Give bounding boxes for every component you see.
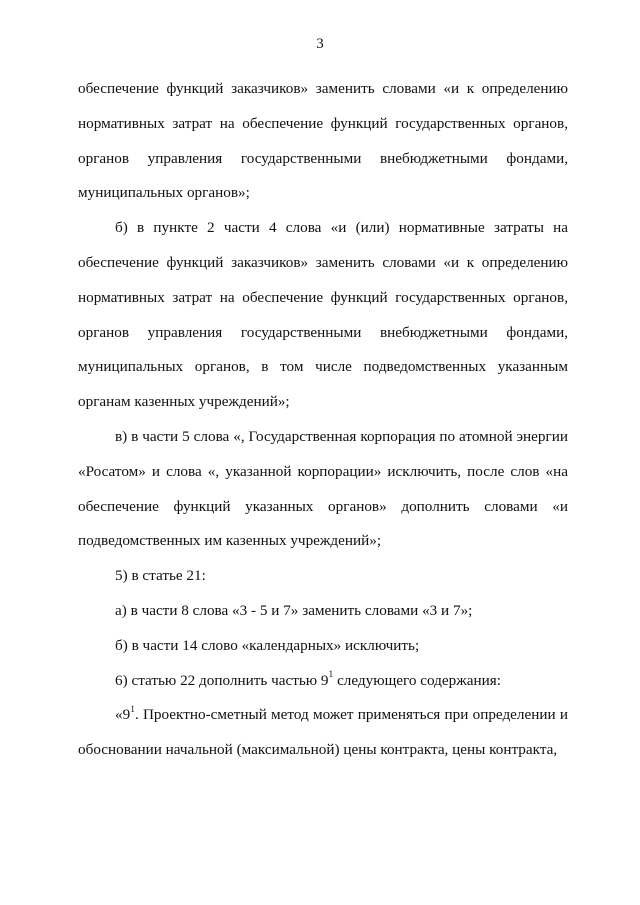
paragraph-5: а) в части 8 слова «3 - 5 и 7» заменить словами «3 и 7»; xyxy=(115,601,473,619)
paragraph-7 xyxy=(78,664,568,699)
document-body xyxy=(78,72,568,768)
page-number: 3 xyxy=(316,36,324,52)
superscript-index: 1 xyxy=(328,670,334,681)
paragraph-1: обеспечение функций заказчиков» заменить словами «и к определению нормативных затрат на обеспечение функций государственных органов, органов управления государственными внебюджетными фондами, муниципальных органов»; xyxy=(78,80,568,202)
paragraph-8-text-cont: . Проектно-сметный метод может применяться при определении и обосновании начальной (максимальной) цены контракта, цены контракта, xyxy=(78,706,568,759)
superscript-index: 1 xyxy=(130,705,135,716)
paragraph-6: б) в части 14 слово «календарных» исключить; xyxy=(115,636,420,654)
paragraph-3: в) в части 5 слова «, Государственная корпорация по атомной энергии «Росатом» и слова «, указанной корпорации» исключить, после слов «на обеспечение функций указанных органов» дополнить словами «и подведомственных им казенных учреждений»; xyxy=(78,427,568,550)
paragraph-8 xyxy=(78,698,568,768)
paragraph-4: 5) в статье 21: xyxy=(115,567,206,585)
paragraph-2: б) в пункте 2 части 4 слова «и (или) нормативные затраты на обеспечение функций заказчиков» заменить словами «и к определению нормативных затрат на обеспечение функций государственных органов, органов управления государственными внебюджетными фондами, муниципальных органов, в том числе подведомственных указанным органам казенных учреждений»; xyxy=(78,219,568,411)
paragraph-7-text: 6) статью 22 дополнить частью 9 xyxy=(115,671,329,689)
paragraph-8-text: «9 xyxy=(115,706,131,724)
paragraph-7-text-cont: следующего содержания: xyxy=(333,671,501,689)
